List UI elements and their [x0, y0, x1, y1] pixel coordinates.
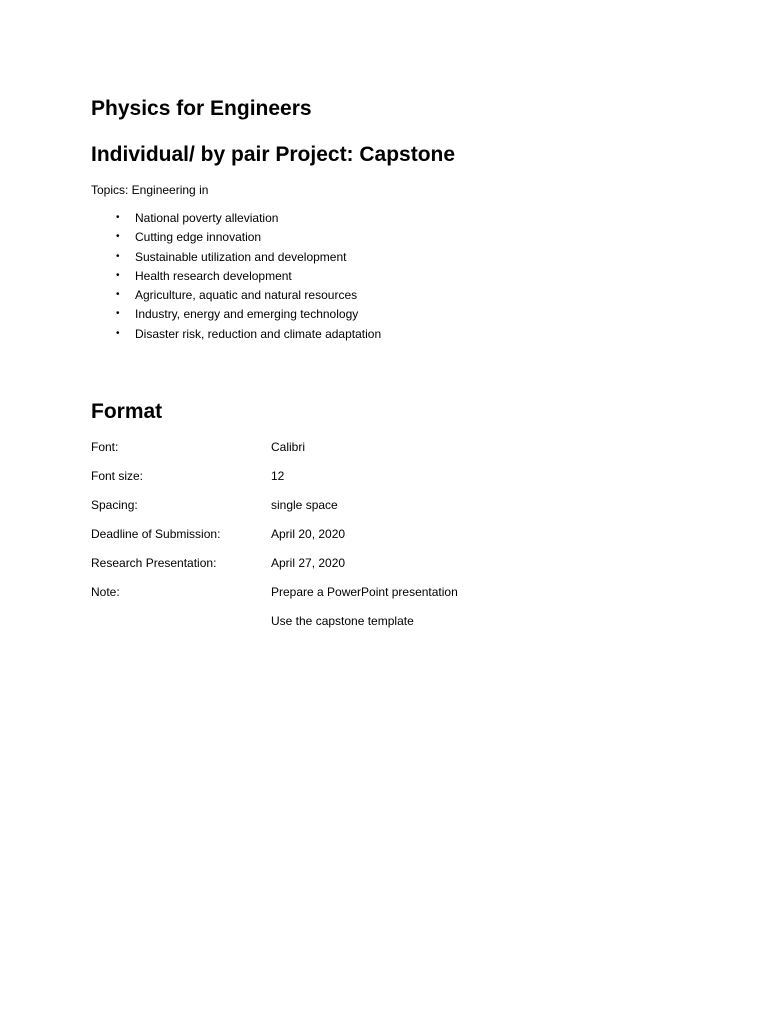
list-item: [116, 270, 381, 289]
format-value: April 20, 2020: [271, 527, 346, 541]
list-item: [116, 289, 381, 308]
topic-text: Health research development: [135, 268, 292, 283]
format-label: Note:: [91, 585, 120, 599]
bullet-icon: •: [116, 231, 120, 243]
format-row-note: [91, 586, 591, 615]
format-row-spacing: [91, 499, 591, 528]
format-value: single space: [271, 498, 338, 512]
format-value: Calibri: [271, 440, 306, 454]
format-value: Prepare a PowerPoint presentation: [271, 585, 458, 599]
bullet-icon: •: [116, 327, 120, 339]
list-item: [116, 212, 381, 231]
topic-text: Cutting edge innovation: [135, 230, 262, 245]
format-row-presentation: [91, 557, 591, 586]
format-label: Deadline of Submission:: [91, 527, 221, 541]
format-label: Spacing:: [91, 498, 138, 512]
format-label: Font size:: [91, 469, 144, 483]
bullet-icon: •: [116, 250, 120, 262]
format-value: April 27, 2020: [271, 556, 346, 570]
topics-intro: Topics: Engineering in: [91, 183, 209, 197]
format-value: Use the capstone template: [271, 614, 414, 628]
document-title: Physics for Engineers: [91, 97, 312, 120]
format-row-font-size: [91, 470, 591, 499]
topic-text: Industry, energy and emerging technology: [135, 307, 359, 322]
format-heading: Format: [91, 400, 163, 423]
topic-text: National poverty alleviation: [135, 211, 279, 225]
list-item: [116, 328, 381, 347]
topics-list: [116, 212, 381, 347]
topic-text: Disaster risk, reduction and climate adaptation: [135, 326, 382, 341]
bullet-icon: •: [116, 212, 120, 223]
list-item: [116, 231, 381, 250]
format-row-note-continued: [91, 615, 591, 644]
topic-text: Sustainable utilization and development: [135, 249, 347, 264]
format-label: Research Presentation:: [91, 556, 217, 570]
list-item: [116, 308, 381, 327]
topic-text: Agriculture, aquatic and natural resources: [135, 288, 358, 303]
format-table: [91, 441, 591, 644]
format-row-font: [91, 441, 591, 470]
bullet-icon: •: [116, 269, 120, 281]
format-value: 12: [271, 469, 285, 483]
bullet-icon: •: [116, 308, 120, 320]
bullet-icon: •: [116, 289, 120, 301]
format-row-deadline: [91, 528, 591, 557]
list-item: [116, 251, 381, 270]
format-label: Font:: [91, 440, 119, 454]
project-heading: Individual/ by pair Project: Capstone: [91, 143, 456, 166]
